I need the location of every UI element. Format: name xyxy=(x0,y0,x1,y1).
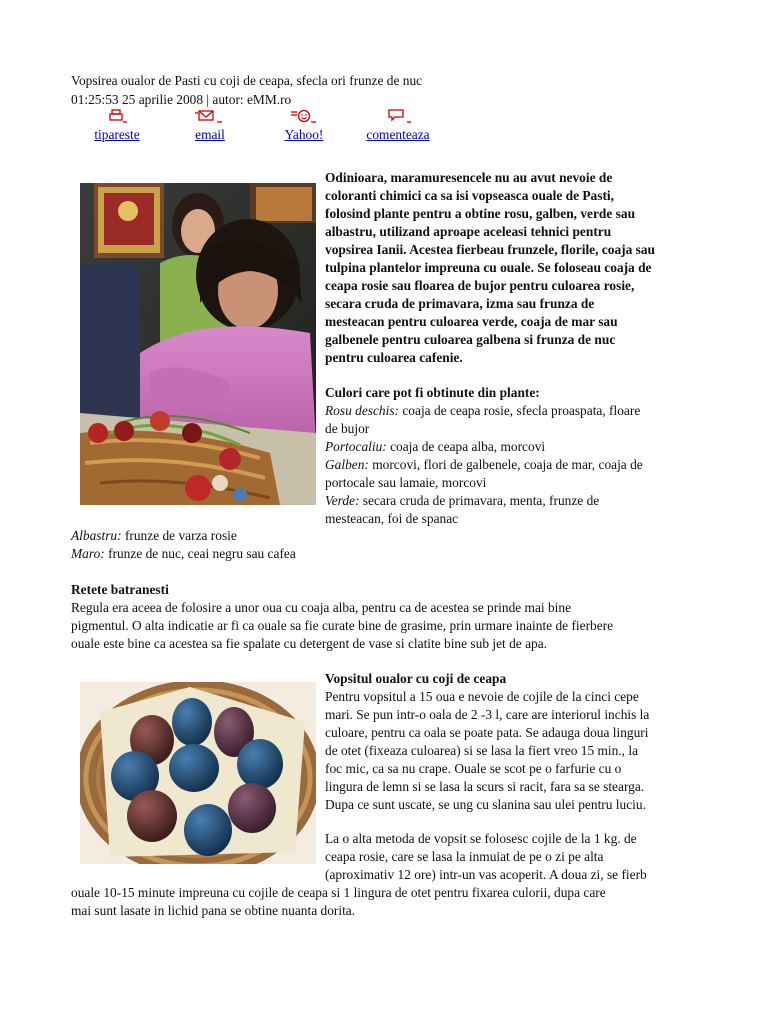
color-text-cont: portocale sau lamaie, morcovi xyxy=(325,475,487,490)
color-text-cont: de bujor xyxy=(325,421,370,436)
color-item-galben xyxy=(325,456,697,474)
vopsit-paragraph-2-continued xyxy=(71,884,697,920)
intro-line: tulpina plantelor impreuna cu ouale. Se foloseau coaja de xyxy=(325,260,652,275)
email-action[interactable] xyxy=(190,108,230,144)
color-text: coaja de ceapa rosie, sfecla proaspata, floare xyxy=(399,403,641,418)
paragraph-line: pigmentul. O alta indicatie ar fi ca ouale sa fie curate bine de grasime, prin urmare inainte de fierbere xyxy=(71,618,614,633)
paragraph-line: ouale este bine ca acestea sa fie spalate cu detergent de vase si clatite bine sub jet de apa. xyxy=(71,636,548,651)
color-text: frunze de nuc, ceai negru sau cafea xyxy=(104,546,296,561)
intro-line: mesteacan pentru culoarea verde, coaja de mar sau xyxy=(325,314,618,329)
color-item-maro xyxy=(71,545,296,563)
email-link[interactable]: email xyxy=(195,127,225,142)
intro-line: albastru, utilizand aproape aceleasi tehnici pentru xyxy=(325,224,612,239)
color-item-albastru xyxy=(71,527,296,545)
yahoo-link[interactable]: Yahoo! xyxy=(284,127,324,142)
comment-link[interactable]: comenteaza xyxy=(366,127,430,142)
color-text-cont: mesteacan, foi de spanac xyxy=(325,511,459,526)
section-heading-vopsit: Vopsitul oualor cu coji de ceapa xyxy=(325,671,507,686)
article-title: Vopsirea oualor de Pasti cu coji de ceapa, sfecla ori frunze de nuc xyxy=(71,73,423,88)
intro-line: vopsirea Ianii. Acestea fierbeau frunzele, florile, coaja sau xyxy=(325,242,655,257)
paragraph-line: lingura de lemn si se lasa la scurs si racit, fara sa se stearga. xyxy=(325,779,645,794)
paragraph-line: Dupa ce sunt uscate, se ung cu slanina sau ulei pentru luciu. xyxy=(325,797,646,812)
intro-line: folosind plante pentru a obtine rosu, galben, verde sau xyxy=(325,206,636,221)
color-label: Rosu deschis: xyxy=(325,403,400,418)
paragraph-line: ouale 10-15 minute impreuna cu cojile de ceapa si 1 lingura de otet pentru fixarea culorii, dupa care xyxy=(71,885,606,900)
yahoo-action[interactable] xyxy=(281,108,327,144)
vopsit-paragraph-1 xyxy=(325,688,697,814)
printer-icon xyxy=(90,108,144,126)
paragraph-line: mai sunt lasate in lichid pana se obtine nuanta dorita. xyxy=(71,903,356,918)
intro-line: pentru culoarea cafenie. xyxy=(325,350,463,365)
article-meta: 01:25:53 25 aprilie 2008 | autor: eMM.ro xyxy=(71,92,292,107)
paragraph-line: foc mic, ca sa nu crape. Ouale se scot pe o farfurie cu o xyxy=(325,761,622,776)
paragraph-line: Regula era aceea de folosire a unor oua cu coaja alba, pentru ca de acestea se prinde mai bine xyxy=(71,600,572,615)
intro-line: coloranti chimici ca sa isi vopseasca ouale de Pasti, xyxy=(325,188,614,203)
print-link[interactable]: tipareste xyxy=(94,127,140,142)
colors-heading: Culori care pot fi obtinute din plante: xyxy=(325,385,540,400)
intro-line: galbenele pentru culoarea galbena si frunza de nuc xyxy=(325,332,616,347)
paragraph-line: La o alta metoda de vopsit se folosesc cojile de la 1 kg. de xyxy=(325,831,637,846)
paragraph-line: de otet (fixeaza culoarea) si se lasa la fiert vreo 15 min., la xyxy=(325,743,639,758)
photo-girls-easter-eggs xyxy=(80,183,316,505)
color-label: Galben: xyxy=(325,457,369,472)
paragraph-line: Pentru vopsitul a 15 oua e nevoie de cojile de la cinci cepe xyxy=(325,689,639,704)
section-retete xyxy=(71,581,693,653)
intro-line: secara cruda de primavara, izma sau frunza de xyxy=(325,296,595,311)
section-heading: Retete batranesti xyxy=(71,582,169,597)
color-label: Verde: xyxy=(325,493,360,508)
color-item-rosu xyxy=(325,402,697,420)
color-label: Portocaliu: xyxy=(325,439,387,454)
paragraph-line: (aproximativ 12 ore) intr-un vas acoperit. A doua zi, se fierb xyxy=(325,867,647,882)
color-label: Maro: xyxy=(71,546,105,561)
paragraph-line: ceapa rosie, care se lasa la inmuiat de pe o zi pe alta xyxy=(325,849,604,864)
print-action[interactable] xyxy=(90,108,144,144)
intro-line: Odinioara, maramuresencele nu au avut nevoie de xyxy=(325,170,613,185)
comment-action[interactable] xyxy=(360,108,436,144)
envelope-icon xyxy=(190,108,230,126)
colors-list-continued xyxy=(71,527,296,563)
color-text: frunze de varza rosie xyxy=(121,528,237,543)
photo-egg-basket xyxy=(80,682,316,864)
speech-bubble-icon xyxy=(360,108,436,126)
color-item-verde xyxy=(325,492,697,510)
color-text: secara cruda de primavara, menta, frunze de xyxy=(359,493,600,508)
colors-list xyxy=(325,384,697,528)
color-text: morcovi, flori de galbenele, coaja de mar, coaja de xyxy=(368,457,643,472)
intro-line: ceapa rosie sau floarea de bujor pentru culoarea rosie, xyxy=(325,278,635,293)
color-text: coaja de ceapa alba, morcovi xyxy=(386,439,546,454)
paragraph-line: mari. Se pun intr-o oala de 2 -3 l, care are interiorul inchis la xyxy=(325,707,650,722)
smiley-icon xyxy=(281,108,327,126)
paragraph-line: culoare, pentru ca oala se poate pata. Se adauga doua linguri xyxy=(325,725,649,740)
intro-paragraph xyxy=(325,169,697,367)
color-item-portocaliu xyxy=(325,438,697,456)
color-label: Albastru: xyxy=(71,528,122,543)
vopsit-paragraph-2 xyxy=(325,830,697,884)
